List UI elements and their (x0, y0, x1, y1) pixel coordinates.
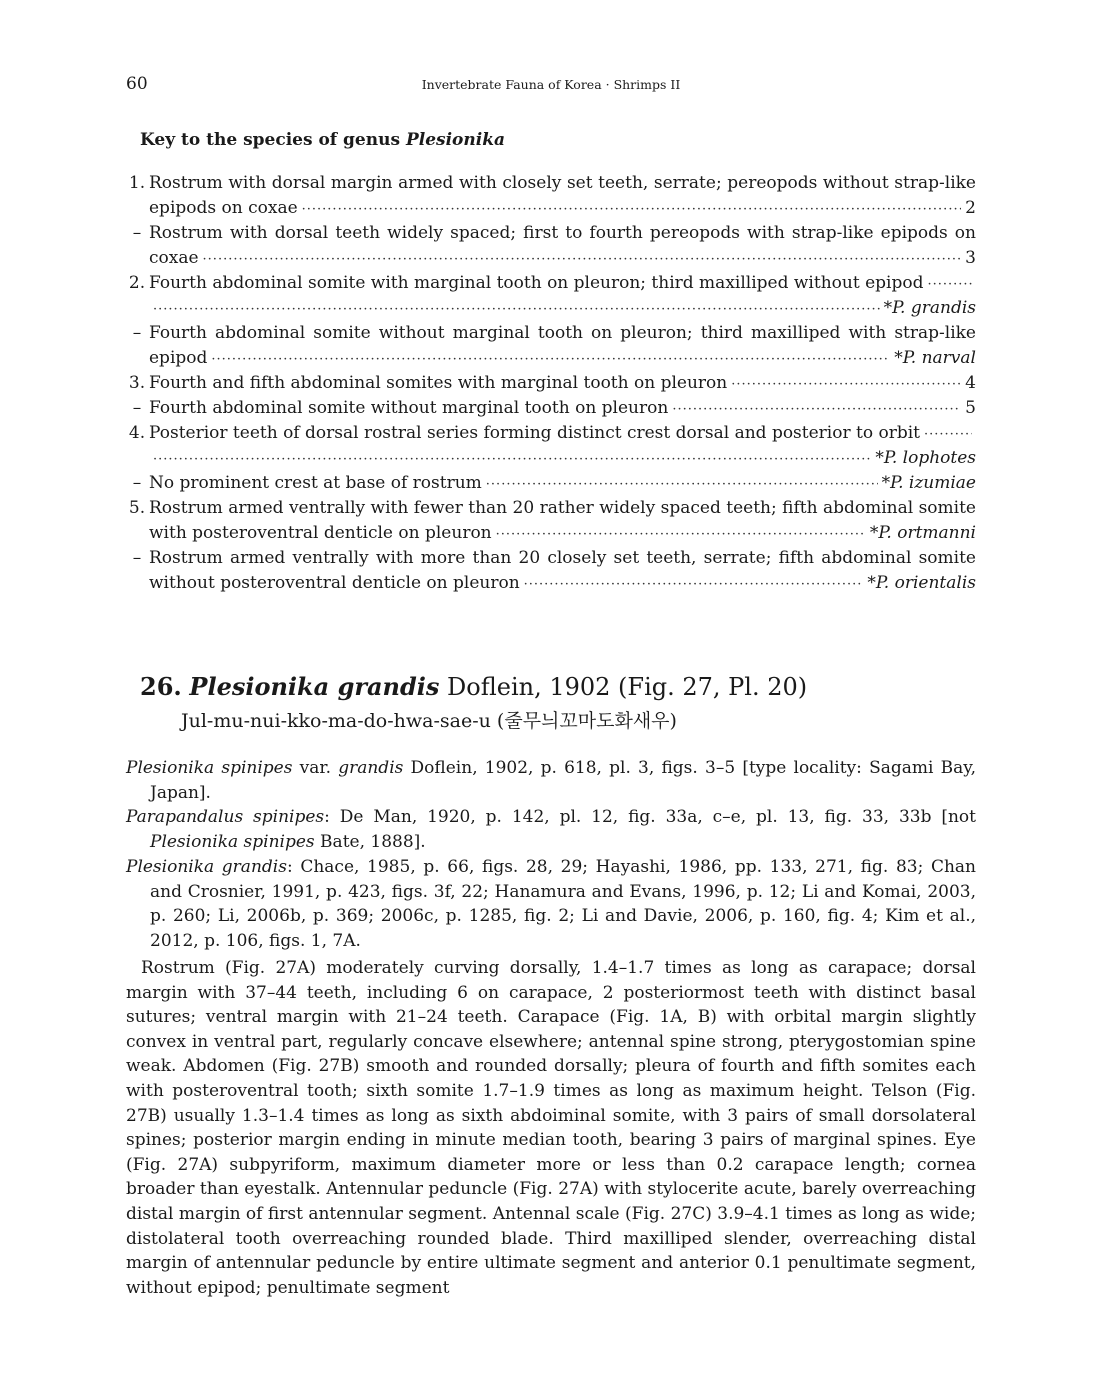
key-line-leader (149, 571, 976, 597)
key-line-leader (149, 246, 976, 272)
key-line-leader (149, 296, 976, 322)
key-couplet-number: 4. (128, 423, 146, 443)
key-line (126, 271, 976, 296)
species-description (126, 956, 976, 1300)
key-line-text: Rostrum armed ventrally with more than 20 closely set teeth, serrate; fifth abdominal somite (149, 548, 976, 568)
key-result: 5 (965, 398, 976, 418)
key-line-leader (149, 471, 976, 497)
key-line (126, 471, 976, 496)
key-line-text: Rostrum with dorsal teeth widely spaced; first to fourth pereopods with strap-like epipods on (149, 223, 976, 243)
key-result: 4 (965, 373, 976, 393)
key-line (126, 496, 976, 521)
key-line (126, 446, 976, 471)
taxon-name: Parapandalus spinipes (126, 807, 325, 828)
key-line-text: epipods on coxae (149, 198, 298, 218)
key-couplet-number: 2. (128, 273, 146, 293)
dot-leader (731, 372, 961, 397)
key-line-leader (149, 446, 976, 472)
page-header (126, 74, 976, 98)
key-line-text: without posteroventral denticle on pleuron (149, 573, 520, 593)
citation-text: var. (292, 758, 339, 778)
key-result: *P. izumiae (881, 473, 976, 493)
key-result: *P. orientalis (867, 573, 976, 593)
key-line-leader (149, 421, 976, 447)
key-line (126, 521, 976, 546)
key-line-text: Rostrum with dorsal margin armed with closely set teeth, serrate; pereopods without strap-like (149, 173, 976, 193)
key-result: *P. lophotes (875, 448, 976, 468)
species-author-ref: Doflein, 1902 (Fig. 27, Pl. 20) (439, 673, 808, 701)
dot-leader (302, 197, 962, 222)
key-couplet-number: 5. (128, 498, 146, 518)
dot-leader (203, 247, 962, 272)
key-couplet-number: 3. (128, 373, 146, 393)
key-result: 3 (965, 248, 976, 268)
key-line-leader (149, 521, 976, 547)
dot-leader (153, 297, 880, 322)
key-line (126, 571, 976, 596)
key-line (126, 246, 976, 271)
key-line-text: Fourth and fifth abdominal somites with marginal tooth on pleuron (149, 373, 728, 393)
key-couplet-number: – (132, 548, 142, 568)
dot-leader (211, 347, 890, 372)
dot-leader (924, 422, 972, 447)
dot-leader (496, 522, 866, 547)
species-korean-name: Jul-mu-nui-kko-ma-do-hwa-sae-u (줄무늬꼬마도화새우) (181, 710, 677, 732)
key-line (126, 546, 976, 571)
description-paragraph: Rostrum (Fig. 27A) moderately curving dorsally, 1.4–1.7 times as long as carapace; dorsal margin with 37–44 teeth, including 6 on carapace, 2 posteriormost teeth with distinct basal sutures; ventral margin with 21–24 teeth. Carapace (Fig. 1A, B) with orbital margin slightly convex in ventral part, regularly concave elsewhere; antennal spine strong, pterygostomian spine weak. Abdomen (Fig. 27B) smooth and rounded dorsally; pleura of fourth and fifth somites each with posteroventral tooth; sixth somite 1.7–1.9 times as long as maximum height. Telson (Fig. 27B) usually 1.3–1.4 times as long as sixth abdoiminal somite, with 3 pairs of small dorsolateral spines; posterior margin ending in minute median tooth, bearing 3 pairs of marginal spines. Eye (Fig. 27A) subpyriform, maximum diameter more or less than 0.2 carapace length; cornea broader than eyestalk. Antennular peduncle (Fig. 27A) with stylocerite acute, barely overreaching distal margin of first antennular segment. Antennal scale (Fig. 27C) 3.9–4.1 times as long as wide; distolateral tooth overreaching rounded blade. Third maxilliped slender, overreaching distal margin of antennular peduncle by entire ultimate segment and anterior 0.1 penultimate segment, without epipod; penultimate segment (126, 958, 976, 1298)
running-head: Invertebrate Fauna of Korea · Shrimps II (421, 77, 681, 92)
key-couplet-number: – (132, 398, 142, 418)
synonymy-entry (126, 855, 976, 954)
key-line-leader (149, 196, 976, 222)
key-result: *P. narval (894, 348, 976, 368)
dot-leader (927, 272, 972, 297)
key-line (126, 196, 976, 221)
citation-text: : De Man, 1920, p. 142, pl. 12, fig. 33a, c–e, pl. 13, fig. 33, 33b [not (324, 807, 977, 828)
citation-text: Doflein, 1902, p. 618, pl. 3, figs. 3–5 [type locality: Sagami Bay, Japan]. (150, 758, 976, 803)
key-line (126, 421, 976, 446)
taxon-name: Plesionika grandis (126, 856, 287, 877)
taxon-name: grandis (338, 758, 404, 778)
dot-leader (672, 397, 961, 422)
species-heading (140, 672, 807, 701)
key-couplet-number: – (132, 473, 142, 493)
key-line-text: with posteroventral denticle on pleuron (149, 523, 492, 543)
key-couplet-number: – (132, 323, 142, 343)
synonymy-entry (126, 756, 976, 805)
key-couplet-number: – (132, 223, 142, 243)
key-title-genus: Plesionika (405, 130, 505, 150)
dot-leader (486, 472, 878, 497)
page-number: 60 (126, 74, 148, 94)
key-result: 2 (965, 198, 976, 218)
key-line (126, 221, 976, 246)
key-couplet-number: 1. (128, 173, 146, 193)
key-line-leader (149, 396, 976, 422)
citation-text: Bate, 1888]. (314, 832, 426, 853)
key-line-leader (149, 346, 976, 372)
key-line-leader (149, 271, 976, 297)
key-line (126, 346, 976, 371)
taxon-name: Plesionika spinipes (126, 758, 293, 778)
citation-text: : Chace, 1985, p. 66, figs. 28, 29; Hayashi, 1986, pp. 133, 271, fig. 83; Chan and Crosnier, 1991, p. 423, figs. 3f, 22; Hanamura and Evans, 1996, p. 12; Li and Komai, 2003, p. 260; Li, 2006b, p. 369; 2006c, p. 1285, fig. 2; Li and Davie, 2006, p. 160, fig. 4; Kim et al., 2012, p. 106, figs. 1, 7A. (150, 856, 977, 951)
key-line (126, 371, 976, 396)
key-line (126, 321, 976, 346)
dot-leader (153, 447, 871, 472)
key-title-prefix: Key to the species of genus (140, 130, 406, 150)
key-line-text: epipod (149, 348, 208, 368)
key-line-text: Fourth abdominal somite with marginal tooth on pleuron; third maxilliped without epipod (149, 273, 924, 293)
key-line-text: Fourth abdominal somite without marginal tooth on pleuron (149, 398, 669, 418)
taxon-name: Plesionika spinipes (150, 832, 315, 853)
species-name: Plesionika grandis (189, 672, 440, 701)
key-line-text: coxae (149, 248, 199, 268)
key-line (126, 171, 976, 196)
key-line-text: No prominent crest at base of rostrum (149, 473, 482, 493)
key-result: *P. grandis (883, 298, 976, 318)
key-result: *P. ortmanni (869, 523, 976, 543)
key-line (126, 296, 976, 321)
key-title (140, 130, 505, 150)
synonymy-list (126, 756, 976, 954)
key-line-text: Posterior teeth of dorsal rostral series forming distinct crest dorsal and posterior to orbit (149, 423, 920, 443)
species-number: 26. (140, 672, 182, 701)
dot-leader (524, 572, 864, 597)
key-line-text: Rostrum armed ventrally with fewer than 20 rather widely spaced teeth; fifth abdominal somite (149, 498, 976, 518)
key-line-leader (149, 371, 976, 397)
synonymy-entry (126, 805, 976, 854)
identification-key (126, 171, 976, 596)
key-line (126, 396, 976, 421)
key-line-text: Fourth abdominal somite without marginal tooth on pleuron; third maxilliped with strap-like (149, 323, 976, 343)
